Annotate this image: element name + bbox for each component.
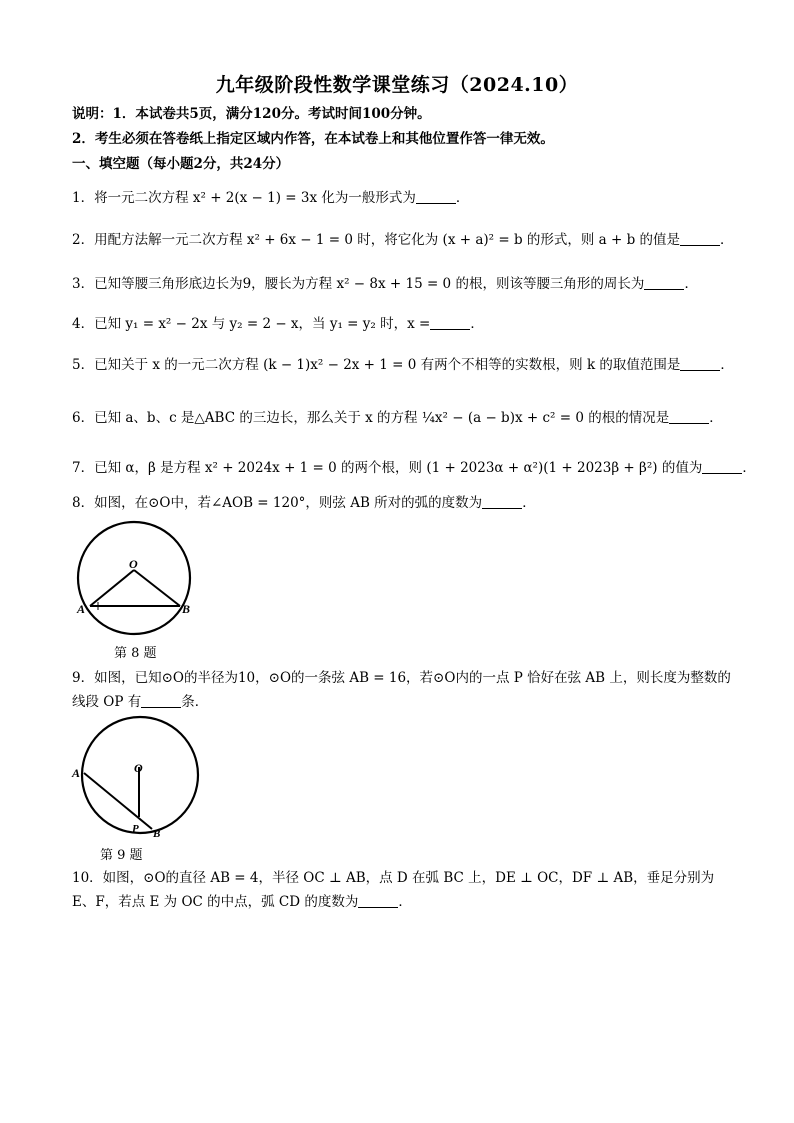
label-b: B [153,828,161,840]
answer-blank-3[interactable] [644,275,684,290]
question-6-end: ． [709,410,723,426]
question-4-text: 4．已知 y₁ = x² − 2x 与 y₂ = 2 − x，当 y₁ = y₂ 时，x = [72,316,431,332]
question-2 [72,229,734,251]
question-8-text: 8．如图，在⊙O中，若∠AOB = 120°，则弦 AB 所对的弧的度数为 [72,495,483,511]
figure-9-circle-diagram [70,715,200,840]
question-9-end: 条． [181,694,209,710]
instruction-line-2: 2．考生必须在答卷纸上指定区域内作答，在本试卷上和其他位置作答一律无效。 [72,131,554,147]
figure-9-caption: 第 9 题 [100,848,143,863]
label-p: P [132,823,139,835]
question-1-text: 1．将一元二次方程 x² + 2(x − 1) = 3x 化为一般形式为 [72,190,416,206]
question-4-end: ． [470,316,484,332]
question-6-text: 6．已知 a、b、c 是△ABC 的三边长，那么关于 x 的方程 ¼x² − (a − b)x + c² = 0 的根的情况是 [72,410,670,426]
radius-ob [134,570,180,606]
question-1-end: ． [455,190,470,206]
question-5 [72,354,734,376]
answer-blank-8[interactable] [482,494,522,509]
label-o: O [134,761,143,775]
question-7 [72,457,756,479]
question-9-text: 9．如图，已知⊙O的半径为10，⊙O的一条弦 AB = 16，若⊙O内的一点 P 恰好在弦 AB 上，则长度为整数的线段 OP 有 [72,670,731,710]
answer-blank-5[interactable] [680,356,720,371]
circle-o [78,522,190,634]
label-a: A [77,602,86,616]
answer-blank-6[interactable] [669,409,709,424]
answer-blank-10[interactable] [358,893,398,908]
radius-oa [90,570,134,606]
section-heading: 一、填空题（每小题2分，共24分） [72,156,290,172]
question-5-text: 5．已知关于 x 的一元二次方程 (k − 1)x² − 2x + 1 = 0 有两个不相等的实数根，则 k 的取值范围是 [72,357,681,373]
question-10 [72,866,732,914]
label-o: O [129,557,138,571]
question-5-end: ． [720,357,734,373]
question-10-text: 10．如图，⊙O的直径 AB = 4，半径 OC ⊥ AB，点 D 在弧 BC 上，DE ⊥ OC，DF ⊥ AB，垂足分别为 E、F，若点 E 为 OC 的中点，弧 CD 的度数为 [72,870,715,910]
page-title: 九年级阶段性数学课堂练习（2024.10） [215,74,579,96]
question-4 [72,313,484,335]
chord-ab [84,773,152,829]
question-2-end: ． [720,232,734,248]
figure-8-caption: 第 8 题 [114,646,157,661]
answer-blank-9[interactable] [141,693,181,708]
question-10-end: ． [398,894,412,910]
question-2-text: 2．用配方法解一元二次方程 x² + 6x − 1 = 0 时，将它化为 (x + a)² = b 的形式，则 a + b 的值是 [72,232,681,248]
question-3 [72,273,698,295]
question-3-end: ． [684,276,698,292]
question-7-text: 7．已知 α，β 是方程 x² + 2024x + 1 = 0 的两个根，则 (1 + 2023α + α²)(1 + 2023β + β²) 的值为 [72,460,703,476]
question-1 [72,187,469,209]
label-b: B [182,602,191,616]
figure-8-circle-diagram [76,520,196,640]
answer-blank-4[interactable] [430,315,470,330]
question-8 [72,492,536,514]
label-a: A [72,766,81,780]
answer-blank-7[interactable] [702,459,742,474]
question-7-end: ． [742,460,756,476]
answer-blank-2[interactable] [680,231,720,246]
instruction-line-1: 说明：1．本试卷共5页，满分120分。考试时间100分钟。 [72,106,431,122]
question-3-text: 3．已知等腰三角形底边长为9，腰长为方程 x² − 8x + 15 = 0 的根，则该等腰三角形的周长为 [72,276,645,292]
answer-blank-1[interactable] [416,189,456,204]
question-6 [72,407,723,429]
question-9 [72,666,732,714]
question-8-end: ． [522,495,536,511]
